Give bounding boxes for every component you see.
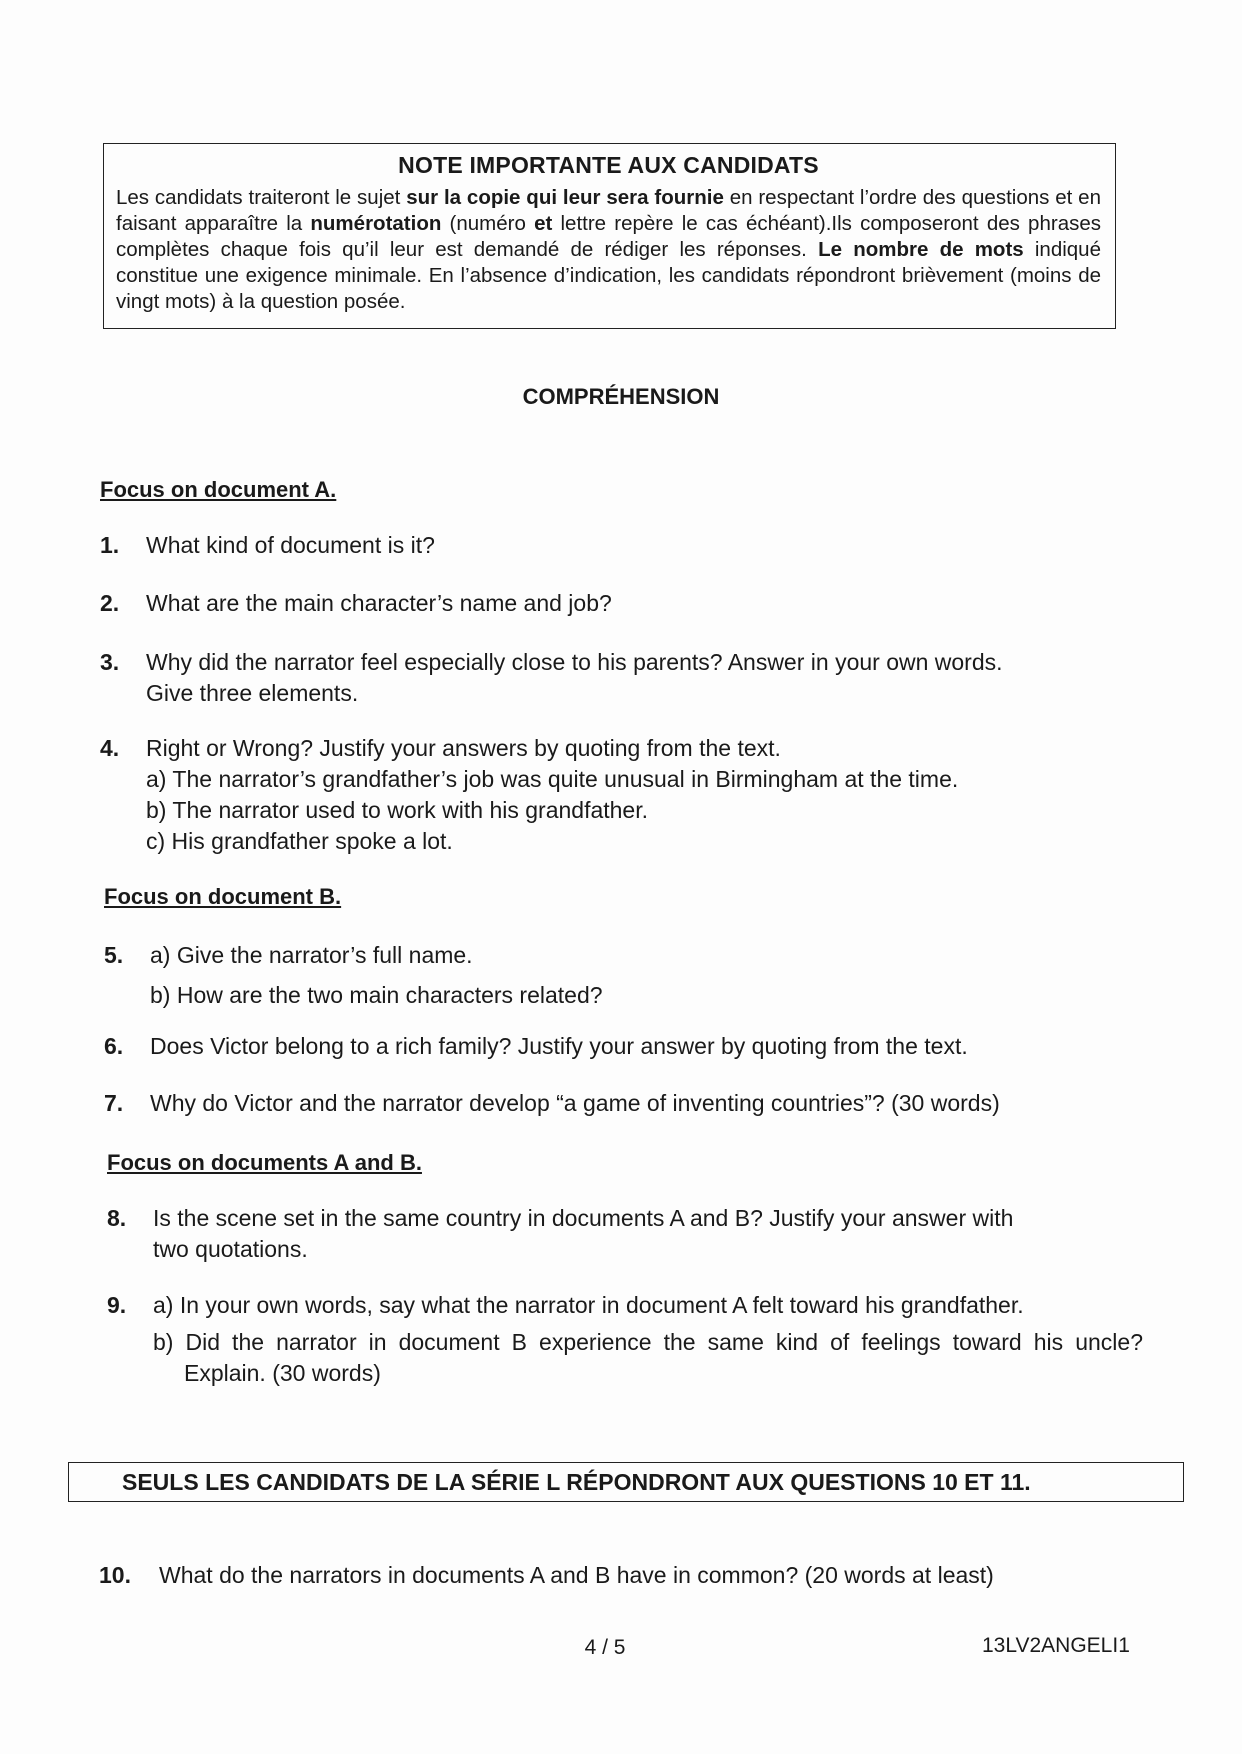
sub-question-b: b) How are the two main characters related? — [150, 982, 603, 1008]
question-number: 4. — [100, 735, 120, 761]
question-number: 8. — [107, 1205, 127, 1231]
question-number: 3. — [100, 649, 120, 675]
important-note-box — [103, 143, 1116, 329]
question-6 — [104, 1031, 1124, 1062]
note-bold-part: sur la copie qui leur sera fournie — [406, 186, 724, 209]
question-number: 7. — [104, 1090, 124, 1116]
question-2 — [100, 588, 1100, 619]
sub-question-c: c) His grandfather spoke a lot. — [146, 828, 453, 854]
question-text: What are the main character’s name and job? — [146, 590, 612, 616]
question-number: 1. — [100, 532, 120, 558]
document-code: 13LV2ANGELI1 — [982, 1634, 1130, 1657]
note-text — [116, 185, 1101, 315]
question-4 — [100, 733, 1120, 857]
question-text: What do the narrators in documents A and B have in common? (20 words at least) — [159, 1562, 994, 1588]
sub-question-b: b) Did the narrator in document B experience the same kind of feelings toward his uncle? Explain. (30 words) — [153, 1329, 1143, 1386]
note-text-part: indiqué constitue une exigence minimale. En l’absence d’indication, les candidats répondront brièvement (moins de vingt mots) à la question posée. — [116, 238, 1101, 313]
question-text-continued: two quotations. — [153, 1236, 308, 1262]
sub-question-a: a) In your own words, say what the narrator in document A felt toward his grandfather. — [153, 1292, 1024, 1318]
note-text-part: Les candidats traiteront le sujet — [116, 186, 407, 209]
note-bold-part: et — [534, 212, 553, 235]
question-text: What kind of document is it? — [146, 532, 435, 558]
question-number: 9. — [107, 1292, 127, 1318]
question-number: 2. — [100, 590, 120, 616]
note-bold-part: Le nombre de mots — [818, 238, 1024, 261]
sub-question-a: a) Give the narrator’s full name. — [150, 942, 473, 968]
question-text: Right or Wrong? Justify your answers by quoting from the text. — [146, 735, 781, 761]
question-text-continued: Give three elements. — [146, 680, 359, 706]
sub-question-b: b) The narrator used to work with his grandfather. — [146, 797, 649, 823]
question-5 — [104, 935, 1104, 1015]
note-bold-part: numérotation — [310, 212, 442, 235]
page-number: 4 / 5 — [584, 1636, 626, 1659]
question-text: Does Victor belong to a rich family? Justify your answer by quoting from the text. — [150, 1033, 968, 1059]
question-1 — [100, 530, 1100, 561]
question-text: Is the scene set in the same country in documents A and B? Justify your answer with — [153, 1205, 1014, 1231]
question-number: 6. — [104, 1033, 124, 1059]
question-3 — [100, 647, 1120, 709]
question-number: 10. — [99, 1562, 131, 1588]
question-9 — [107, 1290, 1143, 1389]
sub-question-a: a) The narrator’s grandfather’s job was quite unusual in Birmingham at the time. — [146, 766, 959, 792]
focus-documents-a-and-b: Focus on documents A and B. — [107, 1150, 422, 1175]
question-text: Why did the narrator feel especially close to his parents? Answer in your own words. — [146, 649, 1003, 675]
note-text-part: en respectant l’ordre des questions et en faisant apparaître la — [116, 186, 1101, 235]
section-title: COMPRÉHENSION — [522, 384, 720, 409]
note-title: NOTE IMPORTANTE AUX CANDIDATS — [398, 152, 819, 178]
focus-document-b: Focus on document B. — [104, 884, 342, 909]
focus-document-a: Focus on document A. — [100, 477, 337, 502]
question-8 — [107, 1203, 1137, 1265]
question-7 — [104, 1088, 1134, 1119]
note-text-part: lettre repère le cas échéant).Ils composeront des phrases complètes chaque fois qu’il leur est demandé de rédiger les réponses. — [116, 212, 1101, 261]
note-text-part: (numéro — [441, 212, 535, 235]
question-number: 5. — [104, 942, 124, 968]
question-10 — [99, 1560, 1149, 1591]
question-text: Why do Victor and the narrator develop “a game of inventing countries”? (30 words) — [150, 1090, 1000, 1116]
serie-l-notice: SEULS LES CANDIDATS DE LA SÉRIE L RÉPONDRONT AUX QUESTIONS 10 ET 11. — [68, 1462, 1184, 1502]
